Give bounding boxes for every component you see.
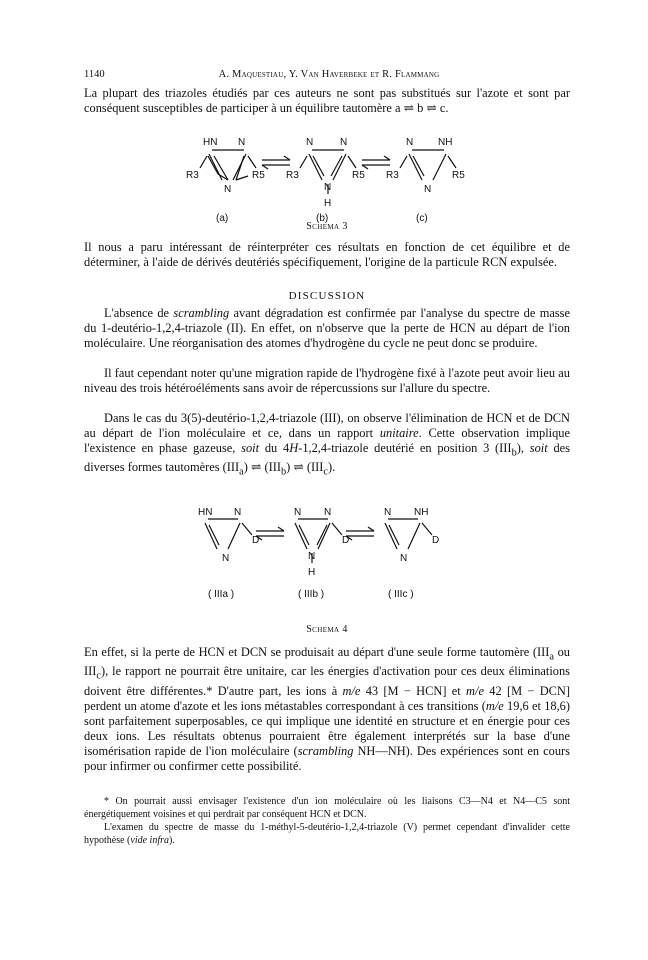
s4a-label: ( IIIa ) [208, 589, 235, 600]
s3b-label: (b) [316, 213, 329, 224]
s4b-top-left: N [294, 507, 302, 518]
s3c-top-left: N [406, 137, 414, 148]
s3c-n: N [424, 184, 432, 195]
s3b-top-left: N [306, 137, 314, 148]
s3b-r3: R3 [286, 170, 299, 181]
scheme-4-figure [0, 505, 648, 605]
s3c-r5: R5 [452, 170, 465, 181]
s3a-n: N [224, 184, 232, 195]
s4c-d: D [432, 535, 440, 546]
s4c-label: ( IIIc ) [388, 589, 414, 600]
paragraph-6: En effet, si la perte de HCN et DCN se produisait au départ d'une seule forme tautomère ($III_a$ ou $III_c$), le rapport ne pourrait être unitaire, car les énergies d'activation pour ces deux éliminations doivent être différentes.* D'autre part, les ions à m/e 43 [M − HCN] et m/e 42 [M − DCN] perdent un atome d'azote et les ions métastables correspondant à ces transitions (m/e 19,6 et 18,6) sont parfaitement superposables, ce qui implique une identité en structure et en énergie pour ces deux ions. Les résultats obtenus pourraient être également interprétés sur la base d'une isomérisation rapide de l'ion moléculaire (scrambling NH—NH). Des expériences sont en cours pour infirmer ou confirmer cette possibilité. [84, 645, 571, 773]
s3a-r5: R5 [252, 170, 265, 181]
s3c-label: (c) [416, 213, 428, 224]
paragraph-4: Il faut cependant noter qu'une migration rapide de l'hydrogène fixé à l'azote peut avoir lieu au niveau des trois hétéroéléments sans avoir de répercussions sur l'allure du spectre. [84, 366, 570, 395]
s3a-top-right: N [238, 137, 246, 148]
s4a-d: D [252, 535, 260, 546]
s4c-top-left: N [384, 507, 392, 518]
s4b-top-right: N [324, 507, 332, 518]
s3a-label: (a) [216, 213, 229, 224]
s4a-top-right: N [234, 507, 242, 518]
footnote-1: * On pourrait aussi envisager l'existence d'un ion moléculaire où les liaisons C3—N4 et N4—C5 sont énergétiquement voisines et qui perdrait par conséquent HCN et DCN. [84, 796, 570, 820]
authors-line: A. Maquestiau, Y. Van Haverbeke et R. Flammang [218, 69, 440, 80]
s4a-n: N [222, 553, 230, 564]
s3b-r5: R5 [352, 170, 365, 181]
footnote-2: L'examen du spectre de masse du 1-méthyl-5-deutério-1,2,4-triazole (V) permet cependant d'invalider cette hypothèse (vide infra). [84, 822, 570, 846]
paragraph-5: Dans le cas du 3(5)-deutério-1,2,4-triazole (III), on observe l'élimination de HCN et de DCN au départ de l'ion moléculaire et ce, dans un rapport unitaire. Cette observation implique l'existence en phase gazeuse, soit du 4H-1,2,4-triazole deutérié en position 3 $(III_b)$, soit des diverses formes tautomères $(III_a)$ ⇌ $(III_b)$ ⇌ $(III_c)$. [84, 411, 570, 478]
s4c-top-right: NH [414, 507, 429, 518]
s3c-r3: R3 [386, 170, 399, 181]
intro-paragraph: La plupart des triazoles étudiés par ces auteurs ne sont pas substitués sur l'azote et sont par conséquent susceptibles de participer à un équilibre tautomère a ⇌ b ⇌ c. [84, 86, 570, 115]
s3b-top-right: N [340, 137, 348, 148]
running-header [84, 69, 574, 85]
s3b-n: N [324, 182, 332, 193]
s4c-n: N [400, 553, 408, 564]
scheme-4-caption: Schema 4 [306, 624, 348, 635]
s3a-top-left: HN [203, 137, 218, 148]
s4b-h: H [308, 567, 316, 578]
s4a-top-left: HN [198, 507, 213, 518]
s3a-r3: R3 [186, 170, 199, 181]
paragraph-3: L'absence de scrambling avant dégradation est confirmée par l'analyse du spectre de masse du 1-deutério-1,2,4-triazole (II). En effet, on n'observe que la perte de HCN au départ de l'ion moléculaire. Une réorganisation des atomes d'hydrogène du cycle ne peut donc se produire. [84, 306, 571, 350]
s4b-d: D [342, 535, 350, 546]
scheme-3-caption: Schema 3 [306, 221, 348, 232]
page-number: 1140 [84, 69, 105, 80]
s3c-top-right: NH [438, 137, 453, 148]
s4b-label: ( IIIb ) [298, 589, 325, 600]
s3b-h: H [324, 198, 332, 209]
s4b-n: N [308, 551, 316, 562]
paragraph-2: Il nous a paru intéressant de réinterpréter ces résultats en fonction de cet équilibre et de déterminer, à l'aide de dérivés deutériés spécifiquement, l'origine de la particule RCN expulsée. [84, 240, 570, 269]
discussion-heading: DISCUSSION [288, 290, 366, 302]
